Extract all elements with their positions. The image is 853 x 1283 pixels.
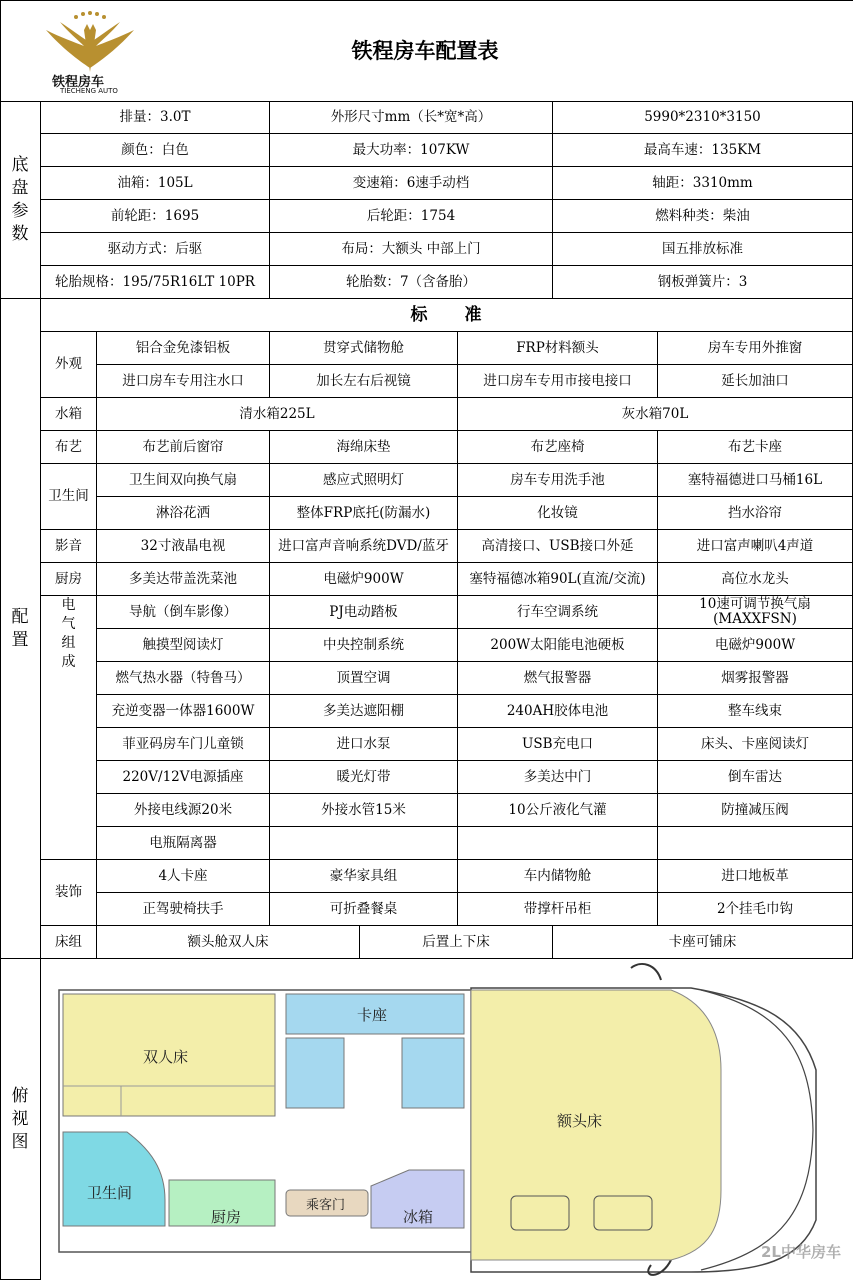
- undefined-label: 卫生间: [41, 464, 97, 530]
- undefined-label: 装饰: [41, 860, 97, 926]
- config-cell: 240AH胶体电池: [458, 695, 658, 728]
- config-cell: 贯穿式储物舱: [270, 332, 458, 365]
- label-fridge: 冰箱: [403, 1208, 434, 1226]
- chassis-cell: 驱动方式：后驱: [41, 233, 270, 266]
- floor-plan-drawing: [41, 960, 852, 1279]
- chassis-cell: 排量：3.0T: [41, 101, 270, 134]
- config-cell: 燃气报警器: [458, 662, 658, 695]
- config-cell: 进口富声喇叭4声道: [658, 530, 853, 563]
- section-chassis-label: [0, 101, 41, 299]
- chassis-cell: 轮胎规格：195/75R16LT 10PR: [41, 266, 270, 299]
- section-label-char: 气: [61, 616, 76, 632]
- config-cell: 床头、卡座阅读灯: [658, 728, 853, 761]
- config-cell: 正驾驶椅扶手: [97, 893, 270, 926]
- section-config-label: [0, 299, 41, 959]
- chassis-cell: 轴距：3310mm: [553, 167, 853, 200]
- chassis-cell: 后轮距：1754: [270, 200, 553, 233]
- config-cell: 布艺座椅: [458, 431, 658, 464]
- config-cell: 220V/12V电源插座: [97, 761, 270, 794]
- config-cell: 导航（倒车影像）: [97, 596, 270, 629]
- section-topview-label: [0, 959, 41, 1280]
- page-title: 铁程房车配置表: [351, 38, 499, 63]
- label-double-bed: 双人床: [143, 1048, 189, 1066]
- config-cell: 多美达遮阳棚: [270, 695, 458, 728]
- chassis-cell: 颜色：白色: [41, 134, 270, 167]
- config-cell: 4人卡座: [97, 860, 270, 893]
- config-cell: 进口房车专用注水口: [97, 365, 270, 398]
- floor-plan: [41, 960, 852, 1279]
- label-door: 乘客门: [306, 1198, 346, 1213]
- water-grey-cell: 灰水箱70L: [458, 398, 853, 431]
- config-cell: 暖光灯带: [270, 761, 458, 794]
- config-cell: USB充电口: [458, 728, 658, 761]
- config-cell: 挡水浴帘: [658, 497, 853, 530]
- config-cell: 海绵床垫: [270, 431, 458, 464]
- section-label-char: 视: [11, 1108, 29, 1129]
- section-label-char: 电: [61, 597, 76, 613]
- label-booth: 卡座: [357, 1006, 388, 1024]
- section-label-char: 盘: [11, 177, 29, 198]
- chassis-cell: 国五排放标准: [553, 233, 853, 266]
- logo-text-en: TIECHENG AUTO: [60, 87, 118, 95]
- logo-text-cn: 铁程房车: [52, 75, 105, 90]
- chassis-cell: 5990*2310*3150: [553, 101, 853, 134]
- section-label-char: 配: [11, 606, 29, 627]
- config-cell: 进口房车专用市接电接口: [458, 365, 658, 398]
- config-cell: 中央控制系统: [270, 629, 458, 662]
- chassis-cell: 燃料种类：柴油: [553, 200, 853, 233]
- config-cell: 可折叠餐桌: [270, 893, 458, 926]
- config-cell: 化妆镜: [458, 497, 658, 530]
- bed-cell: 额头舱双人床: [97, 926, 360, 959]
- config-cell: 倒车雷达: [658, 761, 853, 794]
- undefined-label: 床组: [41, 926, 97, 959]
- config-cell: 10速可调节换气扇(MAXXFSN): [658, 596, 853, 629]
- config-cell: 车内储物舱: [458, 860, 658, 893]
- config-cell: 烟雾报警器: [658, 662, 853, 695]
- config-cell: 外接水管15米: [270, 794, 458, 827]
- config-cell: [270, 827, 458, 860]
- config-cell: [658, 827, 853, 860]
- undefined-label: 外观: [41, 332, 97, 398]
- section-label-char: 参: [11, 200, 29, 221]
- config-cell: 房车专用外推窗: [658, 332, 853, 365]
- logo: [38, 10, 142, 96]
- label-overhead-bed: 额头床: [557, 1112, 603, 1130]
- config-cell: 进口水泵: [270, 728, 458, 761]
- bed-cell: 后置上下床: [360, 926, 553, 959]
- config-cell: 充逆变器一体器1600W: [97, 695, 270, 728]
- config-cell: 32寸液晶电视: [97, 530, 270, 563]
- config-cell: 200W太阳能电池硬板: [458, 629, 658, 662]
- config-cell: FRP材料额头: [458, 332, 658, 365]
- chassis-cell: 轮胎数：7（含备胎）: [270, 266, 553, 299]
- section-label-char: 成: [61, 654, 76, 670]
- chassis-cell: 布局：大额头 中部上门: [270, 233, 553, 266]
- config-cell: 电磁炉900W: [270, 563, 458, 596]
- config-cell: 2个挂毛巾钩: [658, 893, 853, 926]
- chassis-cell: 前轮距：1695: [41, 200, 270, 233]
- config-cell: 豪华家具组: [270, 860, 458, 893]
- config-cell: 10公斤液化气灌: [458, 794, 658, 827]
- config-cell: 布艺前后窗帘: [97, 431, 270, 464]
- section-label-char: 数: [11, 223, 29, 244]
- config-cell: 高位水龙头: [658, 563, 853, 596]
- config-cell: 高清接口、USB接口外延: [458, 530, 658, 563]
- config-cell: 延长加油口: [658, 365, 853, 398]
- label-bathroom: 卫生间: [87, 1184, 133, 1202]
- config-cell: 多美达中门: [458, 761, 658, 794]
- config-cell: 整体FRP底托(防漏水): [270, 497, 458, 530]
- config-cell: 燃气热水器（特鲁马）: [97, 662, 270, 695]
- label-kitchen: 厨房: [211, 1208, 242, 1226]
- config-cell: 电瓶隔离器: [97, 827, 270, 860]
- section-label-char: 底: [11, 154, 29, 175]
- section-label-char: 俯: [11, 1085, 29, 1106]
- undefined-label: 水箱: [41, 398, 97, 431]
- standard-header: 标 准: [41, 299, 853, 332]
- config-cell: 铝合金免漆铝板: [97, 332, 270, 365]
- chassis-cell: 钢板弹簧片：3: [553, 266, 853, 299]
- config-cell: 卫生间双向换气扇: [97, 464, 270, 497]
- config-cell: 淋浴花洒: [97, 497, 270, 530]
- config-cell: PJ电动踏板: [270, 596, 458, 629]
- config-cell: 房车专用洗手池: [458, 464, 658, 497]
- config-cell: 带撑杆吊柜: [458, 893, 658, 926]
- undefined-label: 厨房: [41, 563, 97, 596]
- bed-cell: 卡座可铺床: [553, 926, 853, 959]
- section-label-char: 图: [11, 1131, 29, 1152]
- config-cell: 外接电线源20米: [97, 794, 270, 827]
- undefined-label: 影音: [41, 530, 97, 563]
- watermark: 2L中华房车: [761, 1243, 841, 1261]
- config-cell: 触摸型阅读灯: [97, 629, 270, 662]
- config-cell: 加长左右后视镜: [270, 365, 458, 398]
- chassis-cell: 最高车速：135KM: [553, 134, 853, 167]
- chassis-cell: 油箱：105L: [41, 167, 270, 200]
- chassis-cell: 最大功率：107KW: [270, 134, 553, 167]
- undefined-label: 布艺: [41, 431, 97, 464]
- config-cell: 塞特福德冰箱90L(直流/交流): [458, 563, 658, 596]
- config-cell: 电磁炉900W: [658, 629, 853, 662]
- config-cell: 防撞减压阀: [658, 794, 853, 827]
- config-cell: 顶置空调: [270, 662, 458, 695]
- config-cell: 感应式照明灯: [270, 464, 458, 497]
- config-cell: 进口富声音响系统DVD/蓝牙: [270, 530, 458, 563]
- config-cell: [458, 827, 658, 860]
- section-label-char: 组: [61, 635, 76, 651]
- config-cell: 菲亚码房车门儿童锁: [97, 728, 270, 761]
- chassis-cell: 变速箱：6速手动档: [270, 167, 553, 200]
- config-cell: 多美达带盖洗菜池: [97, 563, 270, 596]
- config-cell: 布艺卡座: [658, 431, 853, 464]
- electrical-label: [41, 596, 97, 860]
- config-cell: 行车空调系统: [458, 596, 658, 629]
- water-clean-cell: 清水箱225L: [97, 398, 458, 431]
- logo-emblem-icon: [38, 10, 142, 80]
- chassis-cell: 外形尺寸mm（长*宽*高）: [270, 101, 553, 134]
- config-cell: 整车线束: [658, 695, 853, 728]
- section-label-char: 置: [11, 629, 29, 650]
- config-cell: 塞特福德进口马桶16L: [658, 464, 853, 497]
- config-cell: 进口地板革: [658, 860, 853, 893]
